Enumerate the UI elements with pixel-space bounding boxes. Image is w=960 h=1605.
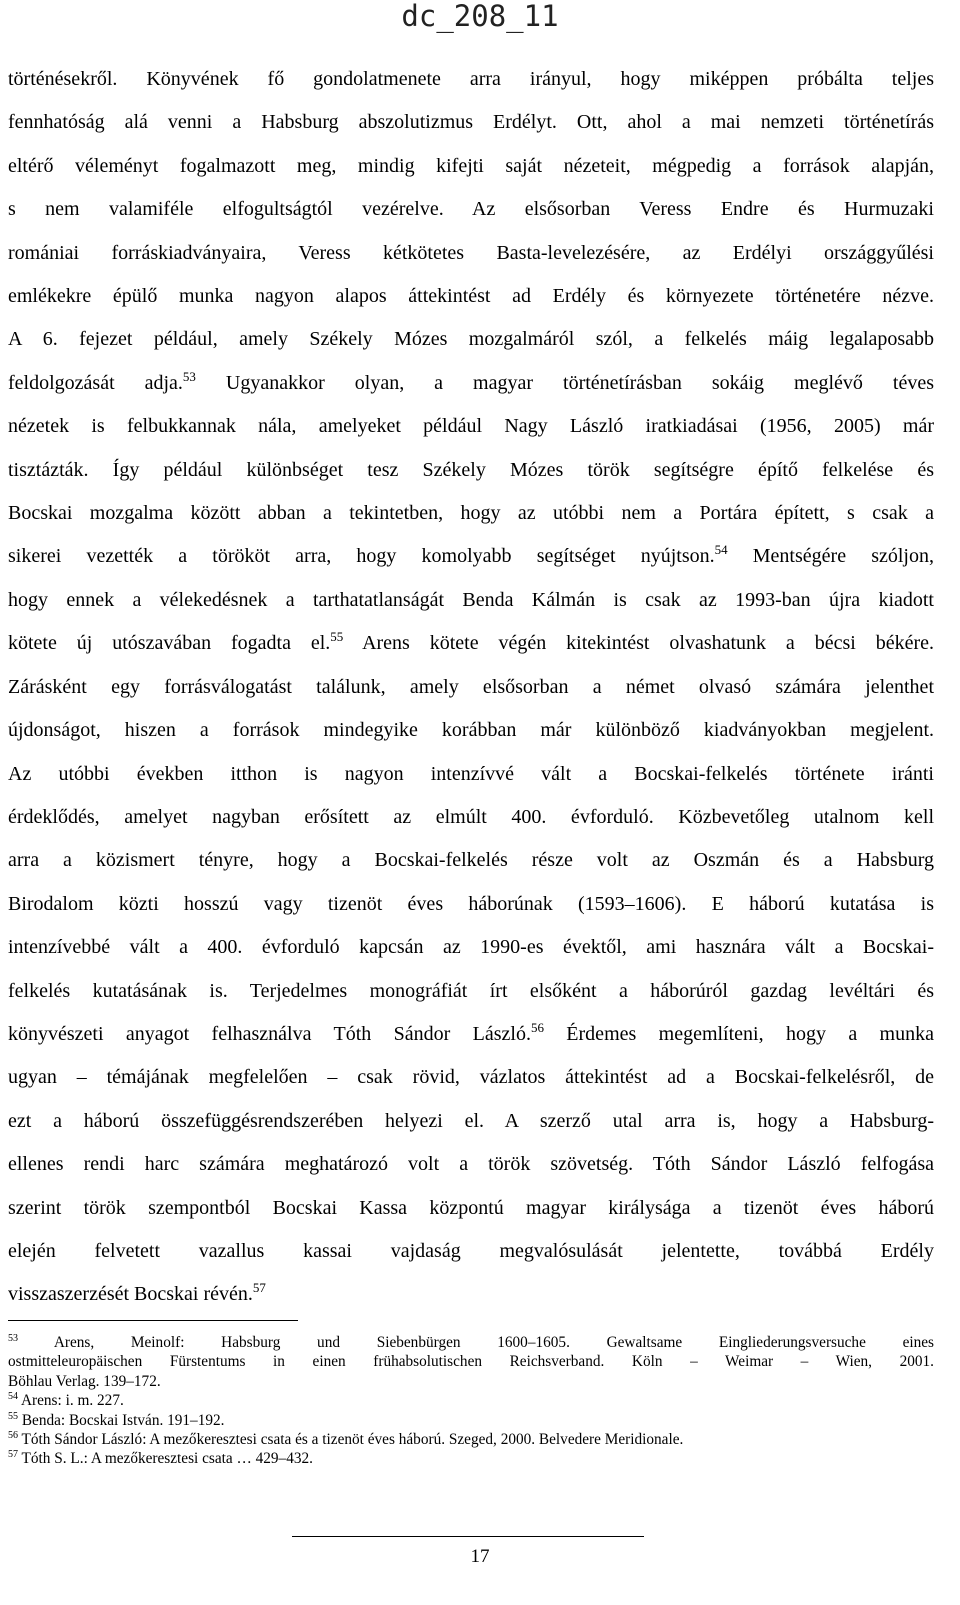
body-line: könyvészeti anyagot felhasználva Tóth Sándor László.$^{56}$ Érdemes megemlíteni, hogy a munka — [8, 1019, 934, 1045]
body-line: sikerei vezették a törököt arra, hogy komolyabb segítséget nyújtson.$^{54}$ Mentségére szóljon, — [8, 542, 934, 568]
page-bottom-rule — [292, 1536, 644, 1537]
body-line: Bocskai mozgalma között abban a tekintetben, hogy az utóbbi nem a Portára épített, s csak a — [8, 502, 934, 525]
body-line: történésekről. Könyvének fő gondolatmenete arra irányul, hogy miképpen próbálta teljes — [8, 68, 934, 90]
body-line: Az utóbbi években itthon is nagyon intenzívvé vált a Bocskai-felkelés története iránti — [8, 762, 934, 785]
body-line: ellenes rendi harc számára meghatározó volt a török szövetség. Tóth Sándor László felfogása — [8, 1153, 934, 1176]
footnotes-section — [8, 1333, 934, 1469]
footnote-line: $^{55}$ Benda: Bocskai István. 191–192. — [8, 1410, 225, 1429]
body-line: fennhatóság alá venni a Habsburg abszolutizmus Erdélyt. Ott, ahol a mai nemzeti történetírás — [8, 111, 934, 134]
footnote-reference: 56 — [530, 1019, 544, 1035]
body-line: elején felvetett vazallus kassai vajdaság megvalósulását jelentette, továbbá Erdély — [8, 1239, 934, 1262]
footnote-reference: 53 — [182, 368, 196, 384]
body-line: emlékekre épülő munka nagyon alapos áttekintést ad Erdély és környezete történetére nézve. — [8, 285, 934, 308]
footnote-53 — [8, 1333, 934, 1391]
footnote-divider — [8, 1320, 298, 1321]
footnote-number: 54 — [8, 1391, 18, 1403]
footnote-57 — [8, 1449, 934, 1468]
body-line: A 6. fejezet például, amely Székely Mózes mozgalmáról szól, a felkelés máig legalaposabb — [8, 328, 934, 351]
body-line: felkelés kutatásának is. Terjedelmes monográfiát írt elsőként a háborúról gazdag levéltári és — [8, 979, 934, 1002]
footnote-reference: 55 — [330, 629, 344, 645]
body-line: s nem valamiféle elfogultságtól vezérelve. Az elsősorban Veress Endre és Hurmuzaki — [8, 198, 934, 221]
body-line: nézetek is felbukkannak nála, amelyeket például Nagy László iratkiadásai (1956, 2005) már — [8, 415, 934, 438]
body-line: Birodalom közti hosszú vagy tizenöt éves háborúnak (1593–1606). E háború kutatása is — [8, 892, 934, 915]
footnote-number: 55 — [8, 1410, 18, 1422]
body-line: eltérő véleményt fogalmazott meg, mindig kifejti saját nézeteit, mégpedig a források alapján, — [8, 154, 934, 177]
body-line: ezt a háború összefüggésrendszerében helyezi el. A szerző utal arra is, hogy a Habsburg- — [8, 1109, 934, 1132]
body-line: intenzívebbé vált a 400. évforduló kapcsán az 1990-es évektől, ami hasznára vált a Bocskai- — [8, 936, 934, 959]
page-number: 17 — [470, 1546, 490, 1567]
body-line: kötete új utószavában fogadta el.$^{55}$ Arens kötete végén kitekintést olvashatunk a bécsi békére. — [8, 629, 934, 655]
footnote-line: $^{57}$ Tóth S. L.: A mezőkeresztesi csata … 429–432. — [8, 1449, 313, 1468]
main-body-text — [8, 58, 934, 1317]
body-line: ugyan – témájának megfelelően – csak rövid, vázlatos áttekintést ad a Bocskai-felkelésről, de — [8, 1066, 934, 1089]
footnote-number: 57 — [8, 1449, 18, 1461]
body-line: szerint török szempontból Bocskai Kassa központú magyar királysága a tizenöt éves háború — [8, 1196, 934, 1219]
body-line: Zárásként egy forrásválogatást találunk, amely elsősorban a német olvasó számára jelenthet — [8, 675, 934, 698]
footnote-number: 53 — [8, 1333, 18, 1344]
body-line: visszaszerzését Bocskai révén.$^{57}$ — [8, 1280, 266, 1306]
footnote-line: $^{54}$ Arens: i. m. 227. — [8, 1391, 124, 1410]
body-line: feldolgozását adja.$^{53}$ Ugyanakkor olyan, a magyar történetírásban sokáig meglévő téves — [8, 368, 934, 394]
body-line: tisztázták. Így például különbséget tesz Székely Mózes török segítségre építő felkelése és — [8, 458, 934, 481]
footnote-line: $^{56}$ Tóth Sándor László: A mezőkeresztesi csata és a tizenöt éves háború. Szeged, 2000. Belvedere Meridionale. — [8, 1430, 684, 1449]
body-line: hogy ennek a vélekedésnek a tarthatatlanságát Benda Kálmán is csak az 1993-ban újra kiadott — [8, 588, 934, 611]
footnote-number: 56 — [8, 1430, 18, 1442]
footnote-line: Böhlau Verlag. 139–172. — [8, 1372, 161, 1390]
footnote-reference: 54 — [714, 542, 728, 558]
footnote-reference: 57 — [252, 1280, 266, 1296]
document-id-header: dc_208_11 — [401, 0, 559, 33]
footnote-line: ostmitteleuropäischen Fürstentums in einen frühabsolutischen Reichsverband. Köln – Weimar – Wien, 2001. — [8, 1353, 934, 1371]
body-line: érdeklődés, amelyet nagyban erősített az elmúlt 400. évforduló. Közbevetőleg utalnom kell — [8, 805, 934, 828]
body-line: romániai forráskiadványaira, Veress kétkötetes Basta-levelezésére, az Erdélyi országgyűlési — [8, 241, 934, 264]
body-line: arra a közismert tényre, hogy a Bocskai-felkelés része volt az Oszmán és a Habsburg — [8, 849, 934, 872]
footnote-55 — [8, 1411, 934, 1430]
footnote-54 — [8, 1391, 934, 1410]
body-line: újdonságot, hiszen a források mindegyike korábban már különböző kiadványokban megjelent. — [8, 719, 934, 742]
footnote-56 — [8, 1430, 934, 1449]
footnote-line: $^{53}$ Arens, Meinolf: Habsburg und Siebenbürgen 1600–1605. Gewaltsame Eingliederungsversuche eines — [8, 1333, 934, 1351]
